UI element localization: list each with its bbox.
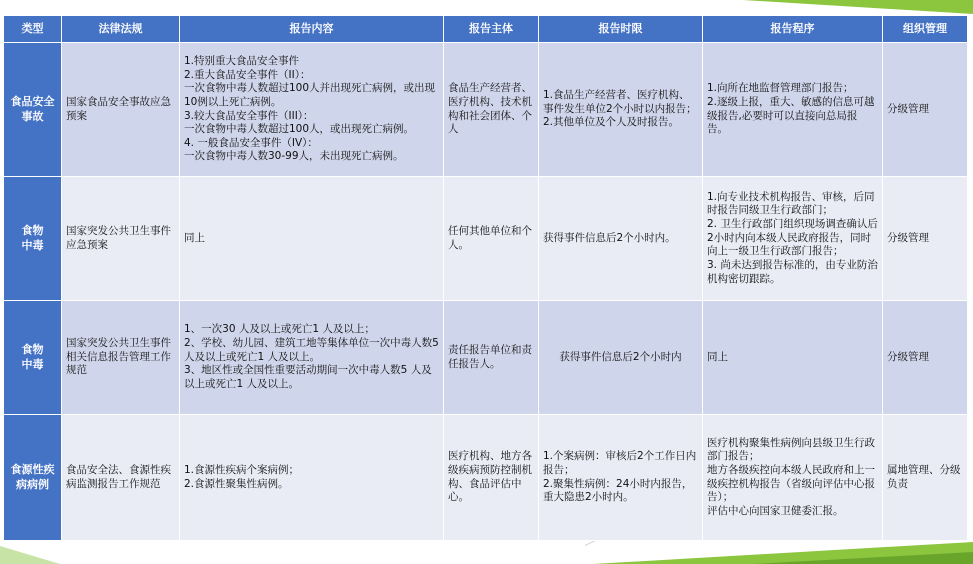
header-management: 组织管理 [883, 16, 968, 43]
food-safety-report-table [3, 15, 968, 541]
cell-subject: 医疗机构、地方各级疾病预防控制机构、食品评估中心。 [444, 415, 539, 541]
cell-subject: 责任报告单位和责任报告人。 [444, 301, 539, 415]
cell-deadline: 1.食品生产经营者、医疗机构、事件发生单位2个小时以内报告； 2.其他单位及个人及时报告。 [539, 43, 703, 177]
cell-management: 分级管理 [883, 301, 968, 415]
decor-triangle-bottom-left [0, 546, 60, 564]
cell-law: 国家突发公共卫生事件应急预案 [62, 177, 180, 301]
cell-subject: 食品生产经营者、医疗机构、技术机构和社会团体、个人 [444, 43, 539, 177]
header-deadline: 报告时限 [539, 16, 703, 43]
cell-content: 1.食源性疾病个案病例； 2.食源性聚集性病例。 [180, 415, 444, 541]
cell-type: 食物 中毒 [4, 301, 62, 415]
table-row [4, 301, 968, 415]
header-subject: 报告主体 [444, 16, 539, 43]
cell-type: 食品安全 事故 [4, 43, 62, 177]
cell-type: 食源性疾 病病例 [4, 415, 62, 541]
cell-procedure: 医疗机构聚集性病例向县级卫生行政部门报告； 地方各级疾控向本级人民政府和上一级疾控机构报告（省级向评估中心报告）； 评估中心向国家卫健委汇报。 [703, 415, 883, 541]
cell-management: 属地管理、分级负责 [883, 415, 968, 541]
table-header-row [4, 16, 968, 43]
cell-content: 1、一次30 人及以上或死亡1 人及以上； 2、学校、幼儿园、建筑工地等集体单位一次中毒人数5 人及以上或死亡1 人及以上。 3、地区性或全国性重要活动期间一次中毒人数5 人及以上或死亡1 人及以上。 [180, 301, 444, 415]
cell-procedure: 1.向所在地监督管理部门报告； 2.逐级上报，重大、敏感的信息可越级报告,必要时可以直接向总局报告。 [703, 43, 883, 177]
header-law: 法律法规 [62, 16, 180, 43]
table-row [4, 43, 968, 177]
cell-type: 食物 中毒 [4, 177, 62, 301]
decor-triangle-top-right [743, 0, 973, 14]
cell-law: 国家突发公共卫生事件相关信息报告管理工作规范 [62, 301, 180, 415]
cell-law: 国家食品安全事故应急预案 [62, 43, 180, 177]
cell-procedure: 1.向专业技术机构报告、审核，后同时报告同级卫生行政部门； 2. 卫生行政部门组织现场调查确认后2小时内向本级人民政府报告，同时向上一级卫生行政部门报告； 3. 尚未达到报告标准的，由专业防治机构密切跟踪。 [703, 177, 883, 301]
decor-triangle-bottom-right-dark [753, 552, 973, 564]
cell-deadline: 1.个案病例：审核后2个工作日内报告； 2.聚集性病例：24小时内报告，重大隐患2小时内。 [539, 415, 703, 541]
table-row [4, 415, 968, 541]
cell-content: 1.特别重大食品安全事件 2.重大食品安全事件（II）： 一次食物中毒人数超过100人并出现死亡病例，或出现10例以上死亡病例。 3.较大食品安全事件（III）： 一次食物中毒人数超过100人，或出现死亡病例。 4. 一般食品安全事件（IV）： 一次食物中毒人数30-99人，未出现死亡病例。 [180, 43, 444, 177]
header-content: 报告内容 [180, 16, 444, 43]
cell-procedure: 同上 [703, 301, 883, 415]
cell-content: 同上 [180, 177, 444, 301]
header-type: 类型 [4, 16, 62, 43]
header-procedure: 报告程序 [703, 16, 883, 43]
cell-deadline: 获得事件信息后2个小时内。 [539, 177, 703, 301]
cell-deadline: 获得事件信息后2个小时内 [539, 301, 703, 415]
cell-management: 分级管理 [883, 177, 968, 301]
cell-law: 食品安全法、食源性疾病监测报告工作规范 [62, 415, 180, 541]
cell-subject: 任何其他单位和个人。 [444, 177, 539, 301]
cell-management: 分级管理 [883, 43, 968, 177]
table-row [4, 177, 968, 301]
